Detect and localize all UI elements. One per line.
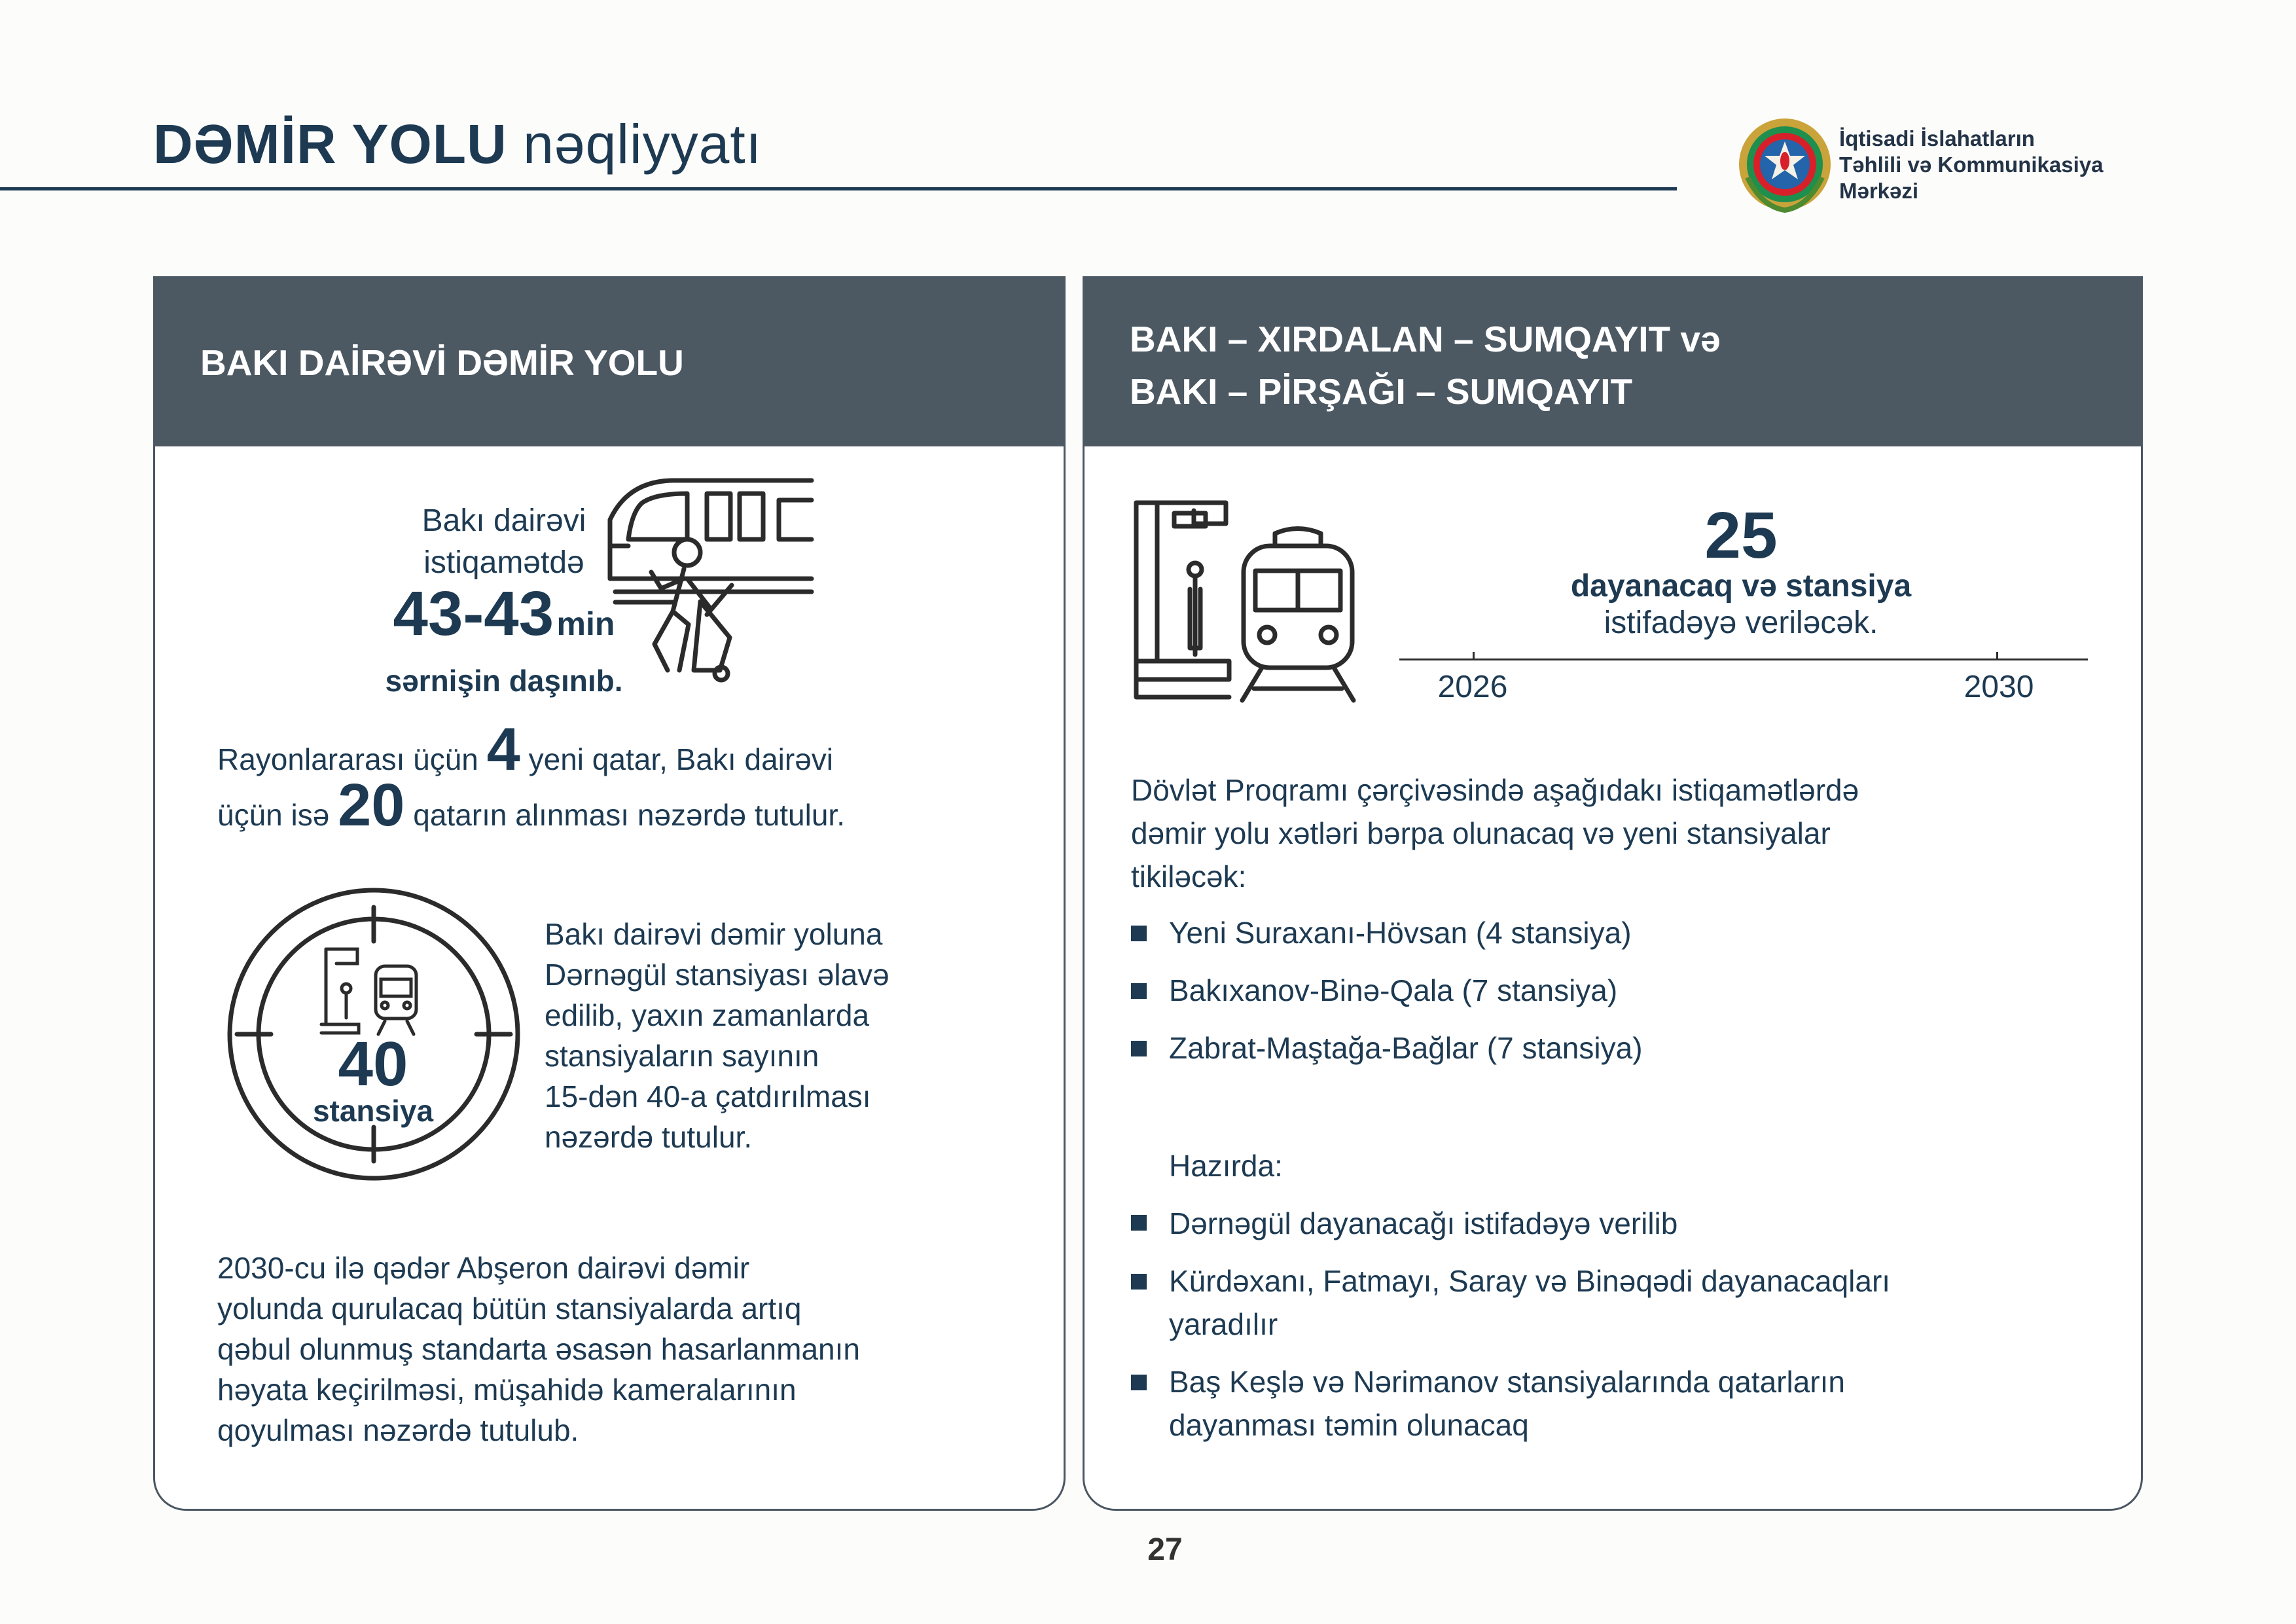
bullet-icon [1131,1274,1147,1290]
trains-part-4: qatarın alınması nəzərdə tutulur. [413,798,845,832]
timeline-year-end: 2030 [1964,670,2034,704]
list-item [1169,1360,1845,1447]
stations-text-line: edilib, yaxın zamanlarda [545,998,870,1032]
stations-text-line: Dərnəgül stansiyası əlavə [545,958,889,992]
footer-text-line: qoyulması nəzərdə tutulub. [217,1413,579,1447]
org-line-3: Mərkəzi [1839,179,1919,203]
current-label: Hazırda: [1169,1149,1283,1183]
list-item-line: Kürdəxanı, Fatmayı, Saray və Binəqədi dayanacaqları [1169,1264,1891,1298]
list-item-line: Baş Keşlə və Nərimanov stansiyalarında qatarların [1169,1365,1845,1399]
stops-stat [1505,499,1977,641]
intro-line: dəmir yolu xətləri bərpa olunacaq və yeni stansiyalar [1131,816,1831,850]
intro-line: Dövlət Proqramı çərçivəsində aşağıdakı istiqamətlərdə [1131,773,1859,807]
trains-number-20: 20 [338,772,405,839]
timeline-tick-start [1473,652,1475,660]
trains-sentence [217,716,845,839]
right-card-heading-line-2: BAKI – PİRŞAĞI – SUMQAYIT [1130,371,1633,412]
footer-text-line: yolunda qurulacaq bütün stansiyalarda artıq [217,1291,802,1326]
stations-badge-label: stansiya [312,1094,434,1128]
stations-text-line: 15-dən 40-a çatdırılması [545,1079,871,1113]
timeline-axis [1399,659,2088,660]
left-card-header [153,276,1066,446]
organization-name [1839,126,2103,204]
left-footer-text [217,1248,860,1451]
list-item: Zabrat-Maştağa-Bağlar (7 stansiya) [1169,1031,1643,1065]
passengers-line-1: Bakı dairəvi [422,503,586,538]
timeline-tick-end [1996,652,1998,660]
stations-text [545,914,889,1157]
footer-text-line: həyata keçirilməsi, müşahidə kameralarının [217,1373,797,1407]
station-train-icon [1131,497,1360,707]
passengers-line-2: istiqamətdə [423,545,584,580]
bullet-icon [1131,983,1147,999]
org-line-2: Təhlili və Kommunikasiya [1839,153,2104,177]
page-title-rest: nəqliyyatı [523,113,762,175]
right-card-header [1083,276,2143,446]
org-line-1: İqtisadi İslahatların [1839,126,2035,151]
stations-badge [281,1029,465,1128]
azerbaijan-emblem-icon [1736,115,1834,213]
bullet-icon [1131,1375,1147,1390]
page-title [153,113,762,176]
stops-number: 25 [1704,499,1778,572]
passengers-number: 43-43 [393,579,554,649]
footer-text-line: qəbul olunmuş standarta əsasən hasarlanmanın [217,1332,860,1366]
stations-text-line: Bakı dairəvi dəmir yoluna [545,917,883,951]
trains-part-2: yeni qatar, Bakı dairəvi [528,742,833,776]
list-item: Yeni Suraxanı-Hövsan (4 stansiya) [1169,916,1632,950]
list-item-line: dayanması təmin olunacaq [1169,1408,1529,1442]
passenger-train-icon [602,474,818,690]
bullet-icon [1131,1215,1147,1231]
stops-line-2: istifadəyə veriləcək. [1604,605,1878,640]
list-item [1169,1202,1677,1245]
page-title-bold: DƏMİR YOLU [153,113,507,175]
trains-number-4: 4 [486,716,520,783]
trains-part-1: Rayonlararası üçün [217,742,478,776]
stations-badge-number: 40 [338,1029,408,1099]
intro-line: tikiləcək: [1131,859,1247,893]
trains-part-3: üçün isə [217,798,330,832]
footer-text-line: 2030-cu ilə qədər Abşeron dairəvi dəmir [217,1251,750,1285]
bullet-icon [1131,926,1147,941]
passengers-unit: min [556,605,615,642]
stations-text-line: nəzərdə tutulur. [545,1120,753,1154]
list-item: Bakıxanov-Binə-Qala (7 stansiya) [1169,973,1618,1007]
page-number: 27 [1147,1532,1183,1567]
stations-text-line: stansiyaların sayının [545,1039,819,1073]
list-item-line: Dərnəgül dayanacağı istifadəyə verilib [1169,1206,1678,1240]
passengers-line-4: sərnişin daşınıb. [385,664,623,698]
timeline-year-start: 2026 [1437,670,1508,704]
list-item [1169,1259,1890,1346]
bullet-icon [1131,1041,1147,1056]
right-card-heading-line-1: BAKI – XIRDALAN – SUMQAYIT və [1130,319,1721,359]
stops-line-1: dayanacaq və stansiya [1570,569,1912,604]
left-card-heading: BAKI DAİRƏVİ DƏMİR YOLU [200,342,684,383]
title-underline [0,187,1677,190]
list-item-line: yaradılır [1169,1307,1278,1341]
program-intro [1131,768,1859,898]
